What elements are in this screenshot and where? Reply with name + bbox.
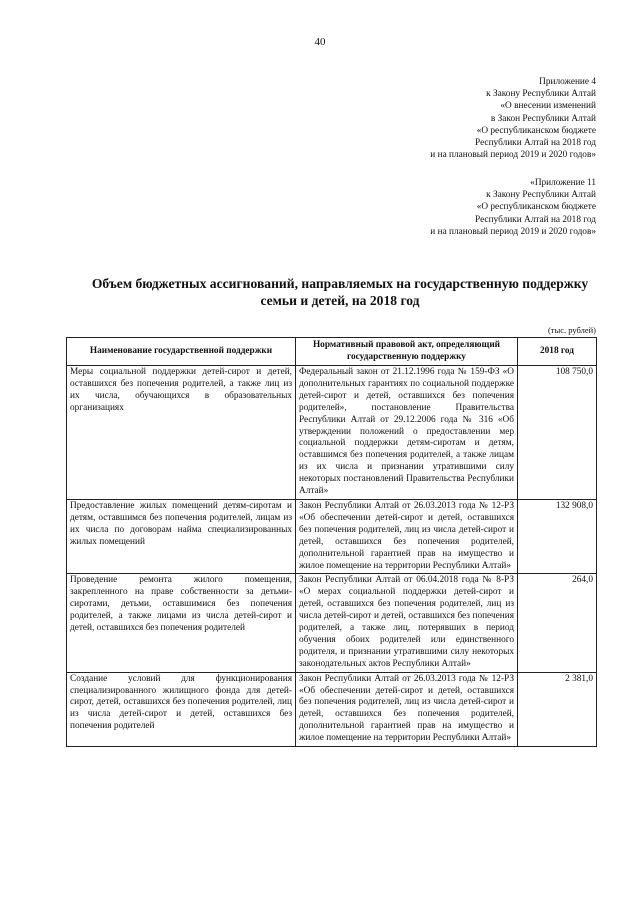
table-row: [67, 366, 597, 500]
document-title: [60, 275, 620, 309]
legal-act-cell: Закон Республики Алтай от 26.03.2013 года № 12-РЗ «Об обеспечении детей-сирот и детей, оставшихся без попечения родителей, лиц из числа детей-сирот и детей, оставшихся без попечения родителей, дополнительной гарантией прав на имущество и жилое помещение на территории Республики Алтай»: [296, 499, 518, 573]
support-name-cell: Проведение ремонта жилого помещения, закрепленного на праве собственности за детьми-сиротами, детьми, оставшимися без попечения родителей, а также лицами из числа детей-сирот и детей, оставшихся без попечения родителей: [67, 574, 296, 672]
appendix-4-line: «О внесении изменений: [500, 101, 596, 112]
budget-table: [66, 337, 597, 747]
header-year: 2018 год: [518, 338, 597, 366]
header-support-name: Наименование государственной поддержки: [67, 338, 296, 366]
legal-act-cell: Закон Республики Алтай от 26.03.2013 года № 12-РЗ «Об обеспечении детей-сирот и детей, оставшихся без попечения родителей, лиц из числа детей-сирот и детей, оставшихся без попечения родителей, дополнительной гарантией прав на имущество и жилое помещение на территории Республики Алтай»: [296, 672, 518, 746]
appendix-4-header: [336, 76, 596, 161]
appendix-11-header: [336, 177, 596, 238]
page-number: 40: [314, 36, 326, 48]
appendix-11-line: «О республиканском бюджете: [476, 202, 596, 213]
legal-act-cell: Закон Республики Алтай от 06.04.2018 года № 8-РЗ «О мерах социальной поддержки детей-сирот и детей, оставшихся без попечения родителей, лиц из числа детей-сирот и детей, оставшихся без попечения родителей, а также лиц, потерявших в период обучения обоих родителей или единственного родителя, и признании утратившими силу некоторых законодательных актов Республики Алтай»: [296, 574, 518, 672]
appendix-11-line: «Приложение 11: [530, 178, 596, 188]
amount-cell: 132 908,0: [518, 499, 597, 573]
appendix-4-line: Республики Алтай на 2018 год: [475, 138, 596, 149]
appendix-4-line: в Закон Республики Алтай: [490, 113, 596, 124]
support-name-cell: Меры социальной поддержки детей-сирот и детей, оставшихся без попечения родителей, а также лиц из их числа, обучающихся в образовательных организациях: [67, 366, 296, 500]
header-legal-act: Нормативный правовой акт, определяющий государственную поддержку: [296, 338, 518, 366]
support-name-cell: Предоставление жилых помещений детям-сиротам и детям, оставшимся без попечения родителей, лицам из их числа по договорам найма специализированных жилых помещений: [67, 499, 296, 573]
appendix-11-line: и на плановый период 2019 и 2020 годов»: [430, 226, 596, 237]
appendix-4-line: и на плановый период 2019 и 2020 годов»: [430, 150, 596, 161]
amount-cell: 108 750,0: [518, 366, 597, 500]
appendix-4-line: к Закону Республики Алтай: [486, 89, 596, 100]
appendix-11-line: к Закону Республики Алтай: [486, 190, 596, 201]
legal-act-cell: Федеральный закон от 21.12.1996 года № 159-ФЗ «О дополнительных гарантиях по социальной поддержке детей-сирот и детей, оставшихся без попечения родителей», постановление Правительства Республики Алтай от 29.12.2006 года № 316 «Об утверждении положений о предоставлении мер социальной поддержки детям-сиротам и детям, оставшимся без попечения родителей, а также лицам из их числа и признании утратившими силу некоторых постановлений Правительства Республики Алтай»: [296, 366, 518, 500]
appendix-4-line: «О республиканском бюджете: [476, 125, 596, 136]
table-row: [67, 499, 597, 573]
amount-cell: 264,0: [518, 574, 597, 672]
appendix-11-line: Республики Алтай на 2018 год: [475, 214, 596, 225]
table-header-row: [67, 338, 597, 366]
support-name-cell: Создание условий для функционирования специализированного жилищного фонда для детей-сирот, детей, оставшихся без попечения родителей, лиц из числа детей-сирот и детей, оставшихся без попечения родителей: [67, 672, 296, 746]
table-row: [67, 574, 597, 672]
document-title-line: семьи и детей, на 2018 год: [260, 293, 420, 308]
appendix-4-line: Приложение 4: [539, 77, 596, 87]
unit-label: (тыс. рублей): [547, 325, 596, 335]
document-title-line: Объем бюджетных ассигнований, направляемых на государственную поддержку: [91, 276, 589, 291]
amount-cell: 2 381,0: [518, 672, 597, 746]
table-row: [67, 672, 597, 746]
